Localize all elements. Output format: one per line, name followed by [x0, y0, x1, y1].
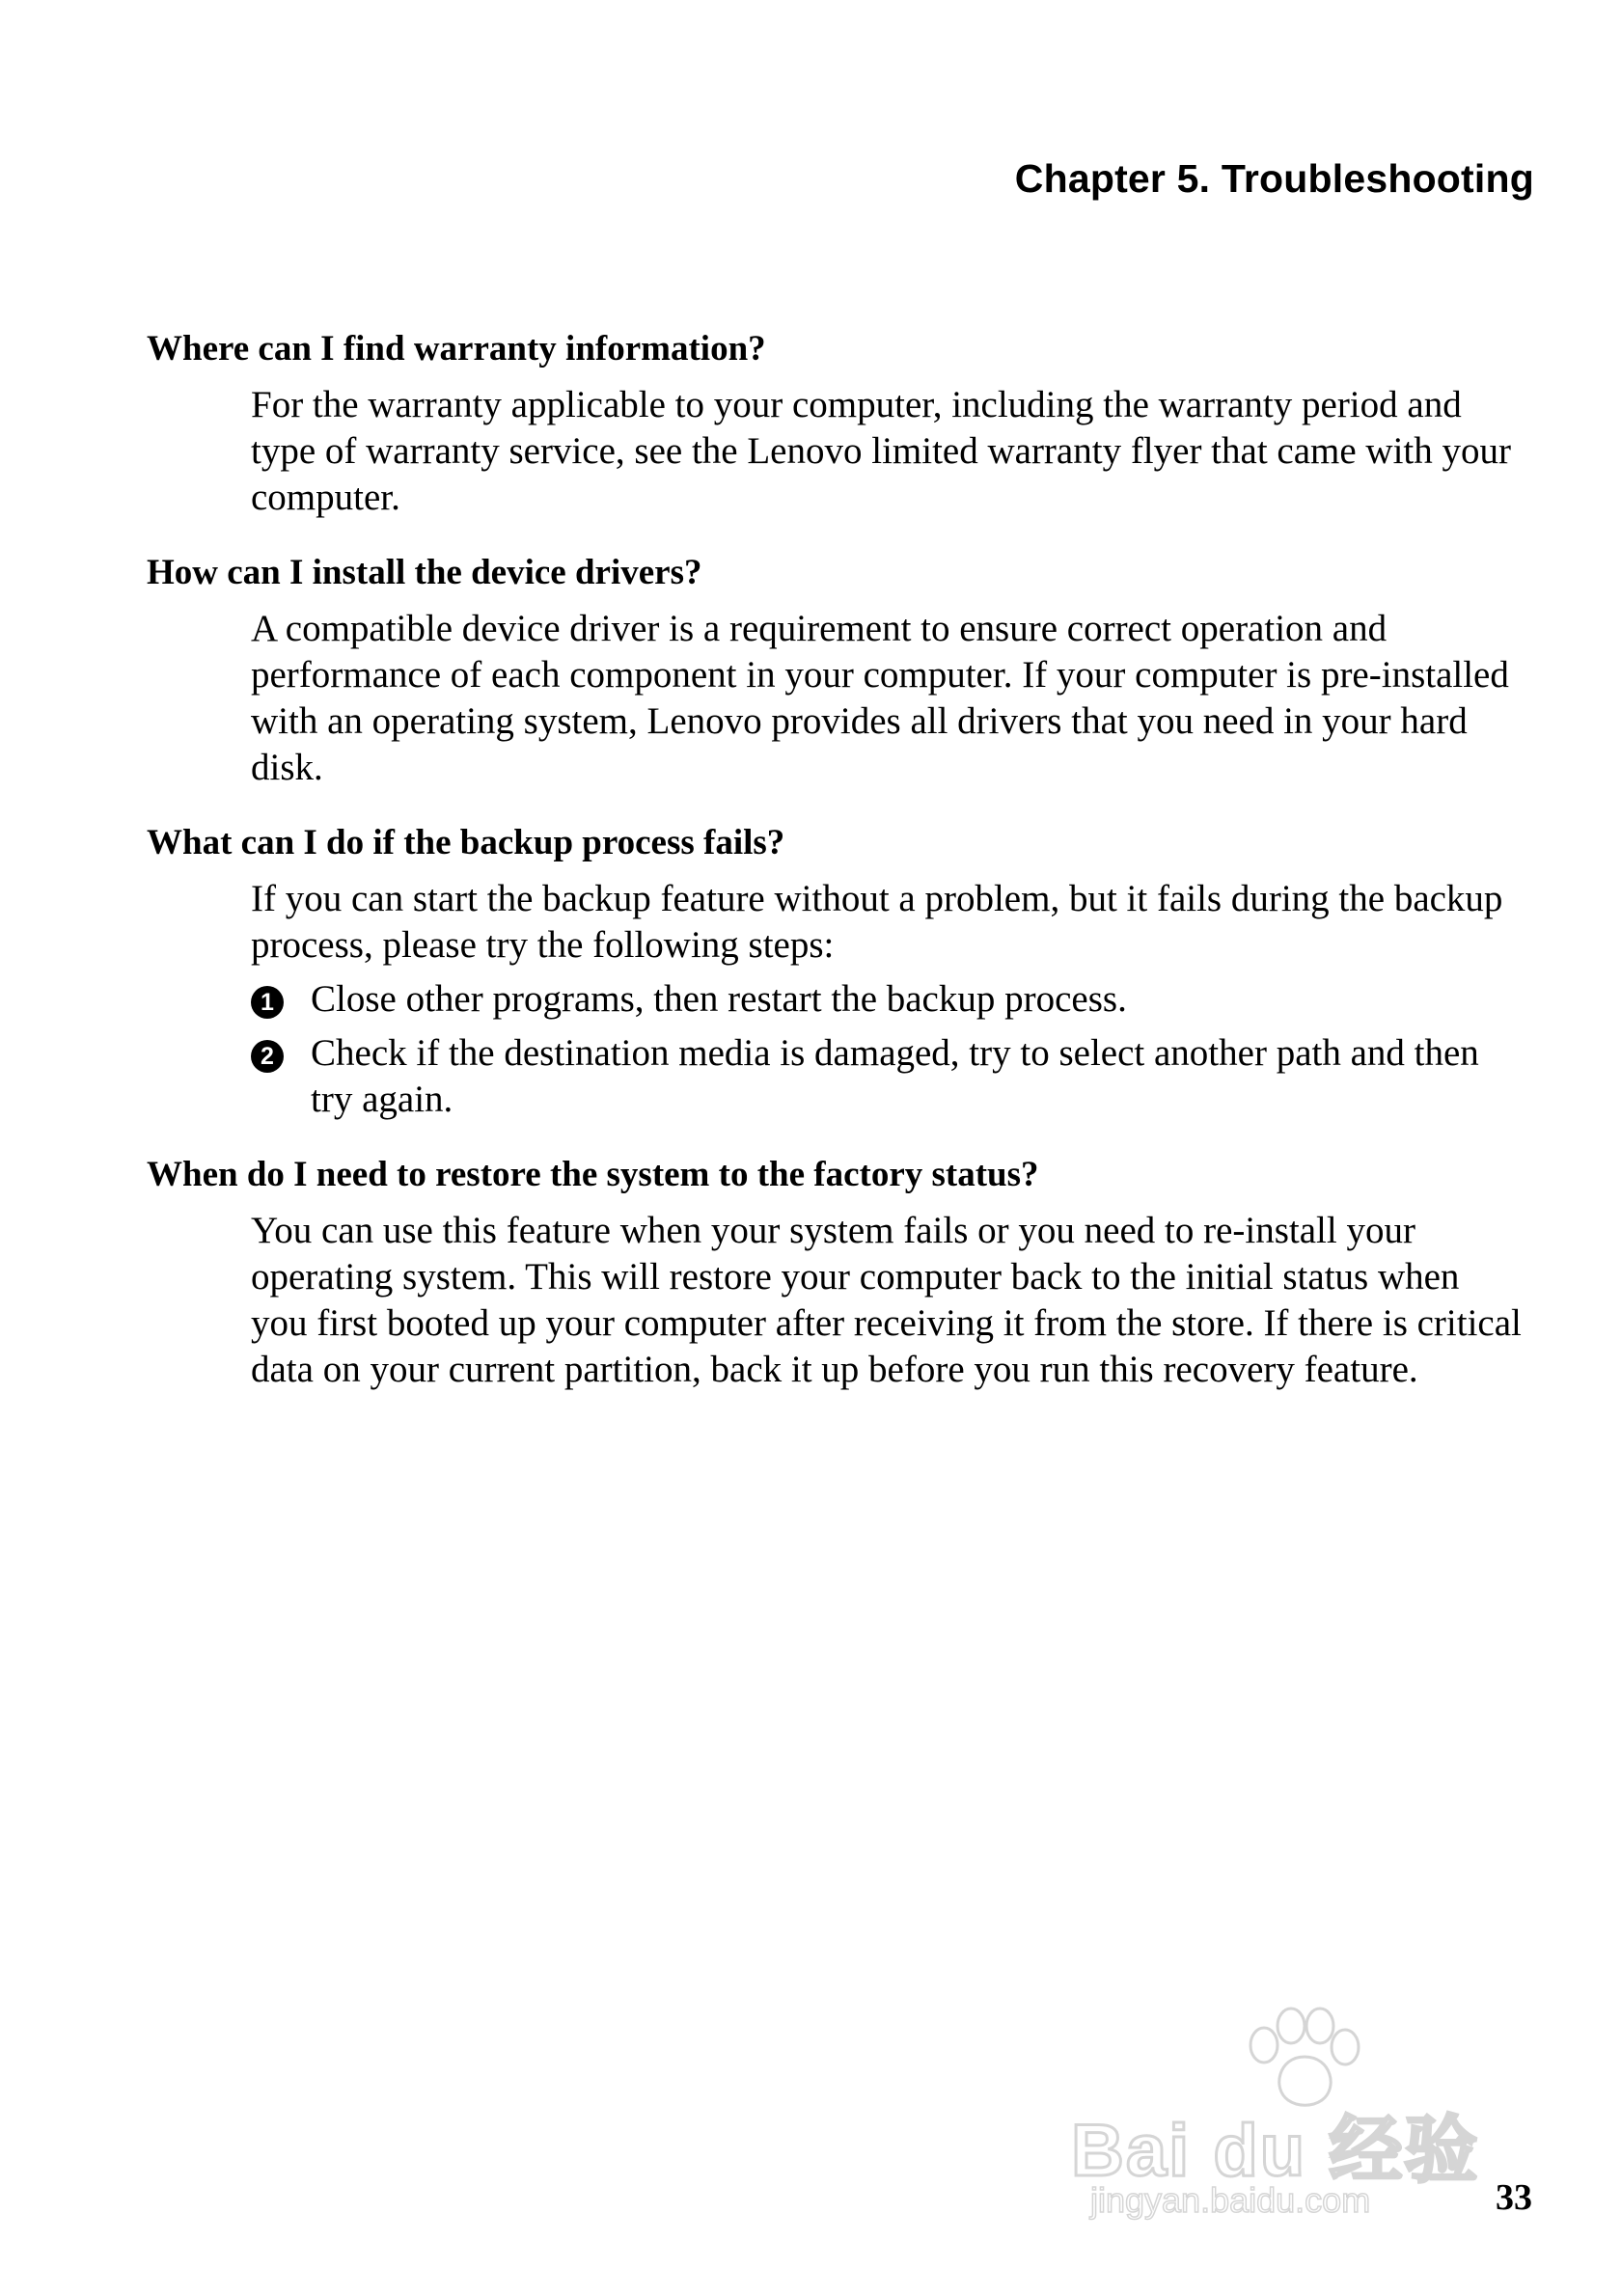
faq-section-drivers [147, 550, 1536, 791]
answer-text: If you can start the backup feature without a problem, but it fails during the backup process, please try the following steps: [251, 878, 1503, 966]
answer-text: A compatible device driver is a requirement to ensure correct operation and performance of each component in your computer. If your computer is pre-installed with an operating system, Lenovo provides all drivers that you need in your hard disk. [251, 608, 1509, 788]
list-item [251, 976, 1525, 1023]
question-heading: Where can I find warranty information? [147, 329, 766, 369]
question-heading: When do I need to restore the system to the factory status? [147, 1155, 1039, 1194]
list-item [251, 1030, 1525, 1123]
watermark-brand: Bai du 经验 [1071, 2110, 1480, 2192]
question-heading: What can I do if the backup process fails? [147, 823, 785, 862]
answer-text: You can use this feature when your system fails or you need to re-install your operating system. This will restore your computer back to the initial status when you first booted up your computer after receiving it from the store. If there is critical data on your current partition, back it up before you run this recovery feature. [251, 1210, 1522, 1390]
chapter-header: Chapter 5. Troubleshooting [1014, 156, 1534, 201]
step-number-1-icon: 1 [251, 986, 284, 1019]
step-text: Close other programs, then restart the backup process. [311, 978, 1127, 1020]
faq-content [147, 326, 1536, 1422]
step-number-2-icon: 2 [251, 1040, 284, 1073]
baidu-watermark [1061, 2007, 1525, 2219]
faq-section-restore [147, 1152, 1536, 1393]
step-list [251, 976, 1525, 1123]
question-heading: How can I install the device drivers? [147, 553, 702, 592]
faq-section-backup [147, 820, 1536, 1123]
faq-section-warranty [147, 326, 1536, 521]
page-number: 33 [1496, 2177, 1532, 2218]
answer-text: For the warranty applicable to your computer, including the warranty period and type of warranty service, see the Lenovo limited warranty flyer that came with your computer. [251, 384, 1512, 518]
step-text: Check if the destination media is damaged, try to select another path and then try again. [311, 1032, 1479, 1120]
watermark-url: jingyan.baidu.com [1090, 2180, 1371, 2220]
